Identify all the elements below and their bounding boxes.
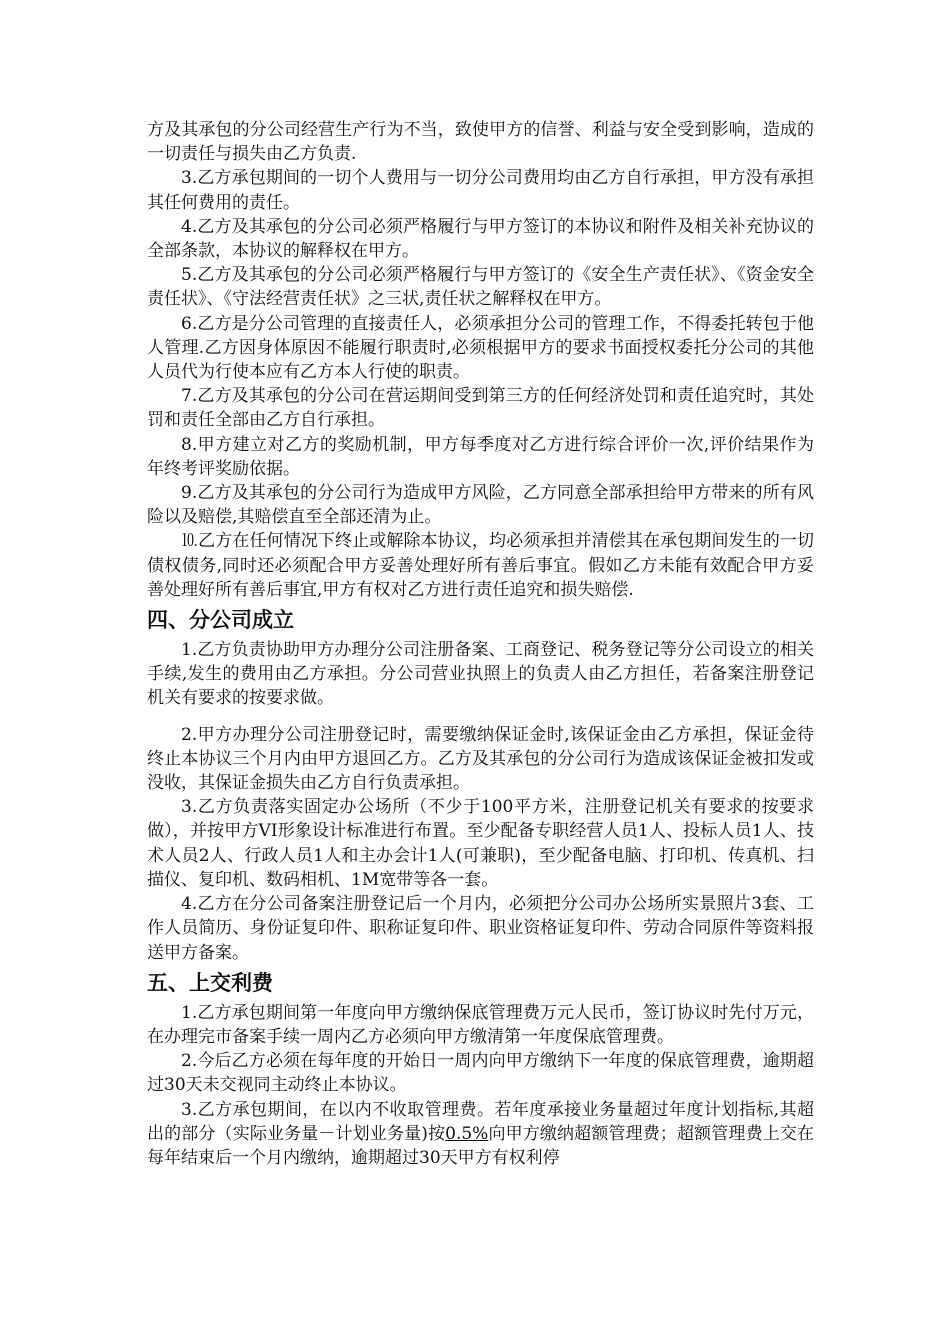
clause-paragraph: 2.今后乙方必须在每年度的开始日一周内向甲方缴纳下一年度的保底管理费，逾期超过30天未交视同主动终止本协议。 — [147, 1051, 814, 1096]
clause-paragraph: 4.乙方及其承包的分公司必须严格履行与甲方签订的本协议和附件及相关补充协议的全部条款，本协议的解释权在甲方。 — [147, 216, 814, 262]
clause-paragraph: 3.乙方负责落实固定办公场所（不少于100平方米，注册登记机关有要求的按要求做），并按甲方VI形象设计标准进行布置。至少配备专职经营人员1人、投标人员1人、技术人员2人、行政人员1人和主办会计1人(可兼职)，至少配备电脑、打印机、传真机、扫描仪、复印机、数码相机、1M宽带等各一套。 — [147, 797, 814, 890]
section-fee-payment — [147, 1001, 814, 1170]
clause-paragraph: 方及其承包的分公司经营生产行为不当，致使甲方的信誉、利益与安全受到影响，造成的一切责任与损失由乙方负责. — [147, 120, 814, 165]
clause-paragraph: 5.乙方及其承包的分公司必须严格履行与甲方签订的《安全生产责任状》、《资金安全责任状》、《守法经营责任状》之三状,责任状之解释权在甲方。 — [147, 265, 814, 310]
clause-paragraph: 4.乙方在分公司备案注册登记后一个月内，必须把分公司办公场所实景照片3套、工作人员简历、身份证复印件、职称证复印件、职业资格证复印件、劳动合同原件等资料报送甲方备案。 — [147, 894, 814, 963]
clause-paragraph: 1.乙方承包期间第一年度向甲方缴纳保底管理费万元人民币，签订协议时先付万元，在办理完市备案手续一周内乙方必须向甲方缴清第一年度保底管理费。 — [147, 1002, 814, 1047]
clause-paragraph: 3.乙方承包期间的一切个人费用与一切分公司费用均由乙方自行承担，甲方没有承担其任何费用的责任。 — [147, 168, 814, 213]
clause-paragraph: 8.甲方建立对乙方的奖励机制，甲方每季度对乙方进行综合评价一次,评价结果作为年终考评奖励依据。 — [147, 434, 814, 479]
clause-text-after-rate: 向甲方缴纳超额管理费；超额管理费上交在每年结束后一个月内缴纳，逾期超过30天甲方有权利停 — [147, 1123, 814, 1168]
clause-paragraph: 2.甲方办理分公司注册登记时，需要缴纳保证金时,该保证金由乙方承担，保证金待终止本协议三个月内由甲方退回乙方。乙方及其承包的分公司行为造成该保证金被扣发或没收，其保证金损失由乙方自行负责承担。 — [147, 724, 814, 794]
clause-text-before-rate: 3.乙方承包期间，在以内不收取管理费。若年度承接业务量超过年度计划指标,其超出的部分（实际业务量－计划业务量)按 — [147, 1099, 814, 1144]
clause-paragraph: 9.乙方及其承包的分公司行为造成甲方风险，乙方同意全部承担给甲方带来的所有风险以及赔偿,其赔偿直至全部还清为止。 — [147, 483, 814, 528]
clause-paragraph: 6.乙方是分公司管理的直接责任人，必须承担分公司的管理工作，不得委托转包于他人管理.乙方因身体原因不能履行职责时,必须根据甲方的要求书面授权委托分公司的其他人员代为行使本应有乙方本人行使的职责。 — [147, 313, 814, 383]
document-page — [147, 118, 814, 1170]
section-heading-fee-payment: 五、上交利费 — [147, 970, 273, 995]
section-branch-establishment — [147, 638, 814, 965]
section-heading-branch-establishment: 四、分公司成立 — [147, 608, 294, 633]
clauses-block-continued — [147, 118, 814, 602]
clause-paragraph: 1.乙方负责协助甲方办理分公司注册备案、工商登记、税务登记等分公司设立的相关手续,发生的费用由乙方承担。分公司营业执照上的负责人由乙方担任，若备案注册登记机关有要求的按要求做。 — [147, 640, 814, 709]
excess-fee-rate: 0.5% — [445, 1123, 489, 1144]
clause-paragraph-with-rate — [147, 1098, 814, 1171]
clause-paragraph: ⒑乙方在任何情况下终止或解除本协议，均必须承担并清偿其在承包期间发生的一切债权债务,同时还必须配合甲方妥善处理好所有善后事宜。假如乙方未能有效配合甲方妥善处理好所有善后事宜,甲方有权对乙方进行责任追究和损失赔偿. — [147, 531, 814, 600]
clause-paragraph: 7.乙方及其承包的分公司在营运期间受到第三方的任何经济处罚和责任追究时，其处罚和责任全部由乙方自行承担。 — [147, 386, 814, 431]
